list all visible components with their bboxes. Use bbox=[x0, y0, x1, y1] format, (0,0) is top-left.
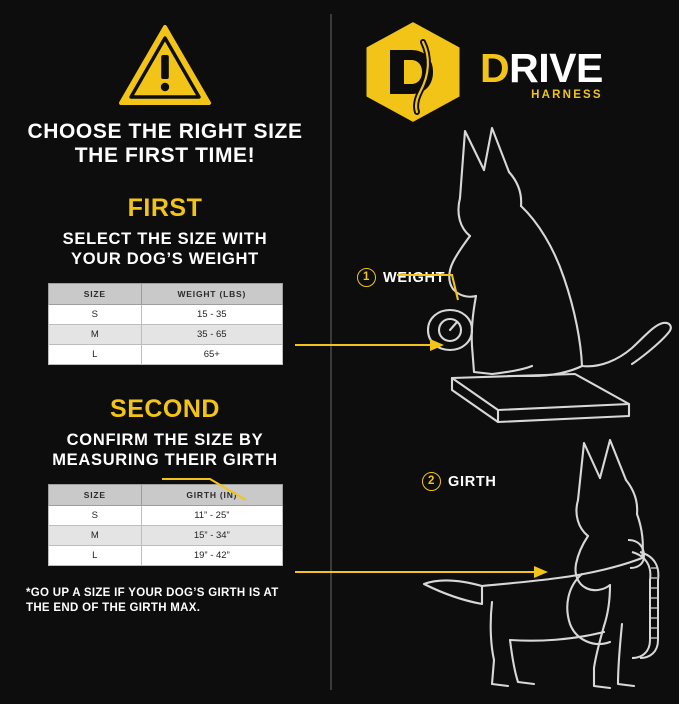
callout-girth bbox=[422, 472, 497, 491]
table-row bbox=[48, 546, 282, 566]
brand-text bbox=[480, 43, 603, 102]
warning-triangle-icon bbox=[118, 24, 212, 106]
table-row bbox=[48, 345, 282, 365]
girth-row-m-size: M bbox=[48, 526, 142, 546]
weight-row-m-value: 35 - 65 bbox=[142, 325, 282, 345]
weight-table-header-size: SIZE bbox=[48, 284, 142, 305]
table-header-row bbox=[48, 284, 282, 305]
left-panel bbox=[0, 0, 330, 704]
step-first-subtitle bbox=[24, 229, 306, 269]
callout-weight bbox=[357, 268, 445, 287]
weight-row-s-value: 15 - 35 bbox=[142, 305, 282, 325]
table-row bbox=[48, 305, 282, 325]
callout-girth-number: 2 bbox=[422, 472, 441, 491]
footnote bbox=[26, 586, 304, 616]
callout-girth-label: GIRTH bbox=[448, 473, 497, 490]
step-second-title: SECOND bbox=[110, 395, 220, 424]
footnote-line-1: *GO UP A SIZE IF YOUR DOG’S GIRTH IS AT bbox=[26, 587, 279, 600]
sitting-dog-on-scale-illustration bbox=[428, 128, 671, 422]
girth-row-s-size: S bbox=[48, 506, 142, 526]
brand-wordmark-accent: D bbox=[480, 44, 510, 91]
step-second-subtitle-line-2: MEASURING THEIR GIRTH bbox=[52, 451, 278, 470]
callout-weight-number: 1 bbox=[357, 268, 376, 287]
step-first-title: FIRST bbox=[127, 193, 203, 222]
girth-row-l-value: 19” - 42” bbox=[142, 546, 282, 566]
weight-row-l-size: L bbox=[48, 345, 142, 365]
table-header-row bbox=[48, 485, 282, 506]
brand-lockup bbox=[360, 22, 603, 122]
measuring-tape-icon bbox=[628, 540, 658, 658]
girth-table-header-size: SIZE bbox=[48, 485, 142, 506]
brand-subtitle: HARNESS bbox=[531, 89, 603, 102]
page-title bbox=[24, 120, 306, 168]
right-panel bbox=[332, 0, 679, 704]
page-title-line-2: THE FIRST TIME! bbox=[74, 143, 256, 167]
girth-row-l-size: L bbox=[48, 546, 142, 566]
drive-hexagon-logo-icon bbox=[360, 22, 466, 122]
step-second bbox=[24, 395, 306, 566]
brand-wordmark bbox=[480, 44, 603, 91]
callout-weight-label: WEIGHT bbox=[383, 269, 446, 286]
girth-row-m-value: 15” - 34” bbox=[142, 526, 282, 546]
girth-row-s-value: 11” - 25” bbox=[142, 506, 282, 526]
weight-row-m-size: M bbox=[48, 325, 142, 345]
step-first-subtitle-line-2: YOUR DOG’S WEIGHT bbox=[71, 250, 259, 268]
footnote-line-2: THE END OF THE GIRTH MAX. bbox=[26, 602, 201, 615]
girth-table-header-girth: GIRTH (IN) bbox=[142, 485, 282, 506]
girth-table bbox=[48, 484, 283, 566]
weight-row-l-value: 65+ bbox=[142, 345, 282, 365]
step-first bbox=[24, 194, 306, 365]
page-title-line-1: CHOOSE THE RIGHT SIZE bbox=[27, 120, 303, 143]
brand-wordmark-rest: RIVE bbox=[509, 44, 603, 91]
warning-icon-wrap bbox=[24, 24, 306, 106]
table-row bbox=[48, 506, 282, 526]
step-second-subtitle-line-1: CONFIRM THE SIZE BY bbox=[66, 431, 264, 450]
weight-table-header-weight: WEIGHT (LBS) bbox=[142, 284, 282, 305]
step-second-subtitle bbox=[24, 430, 306, 470]
weight-row-s-size: S bbox=[48, 305, 142, 325]
table-row bbox=[48, 325, 282, 345]
table-row bbox=[48, 526, 282, 546]
step-first-subtitle-line-1: SELECT THE SIZE WITH bbox=[62, 229, 268, 248]
weight-table bbox=[48, 283, 283, 365]
